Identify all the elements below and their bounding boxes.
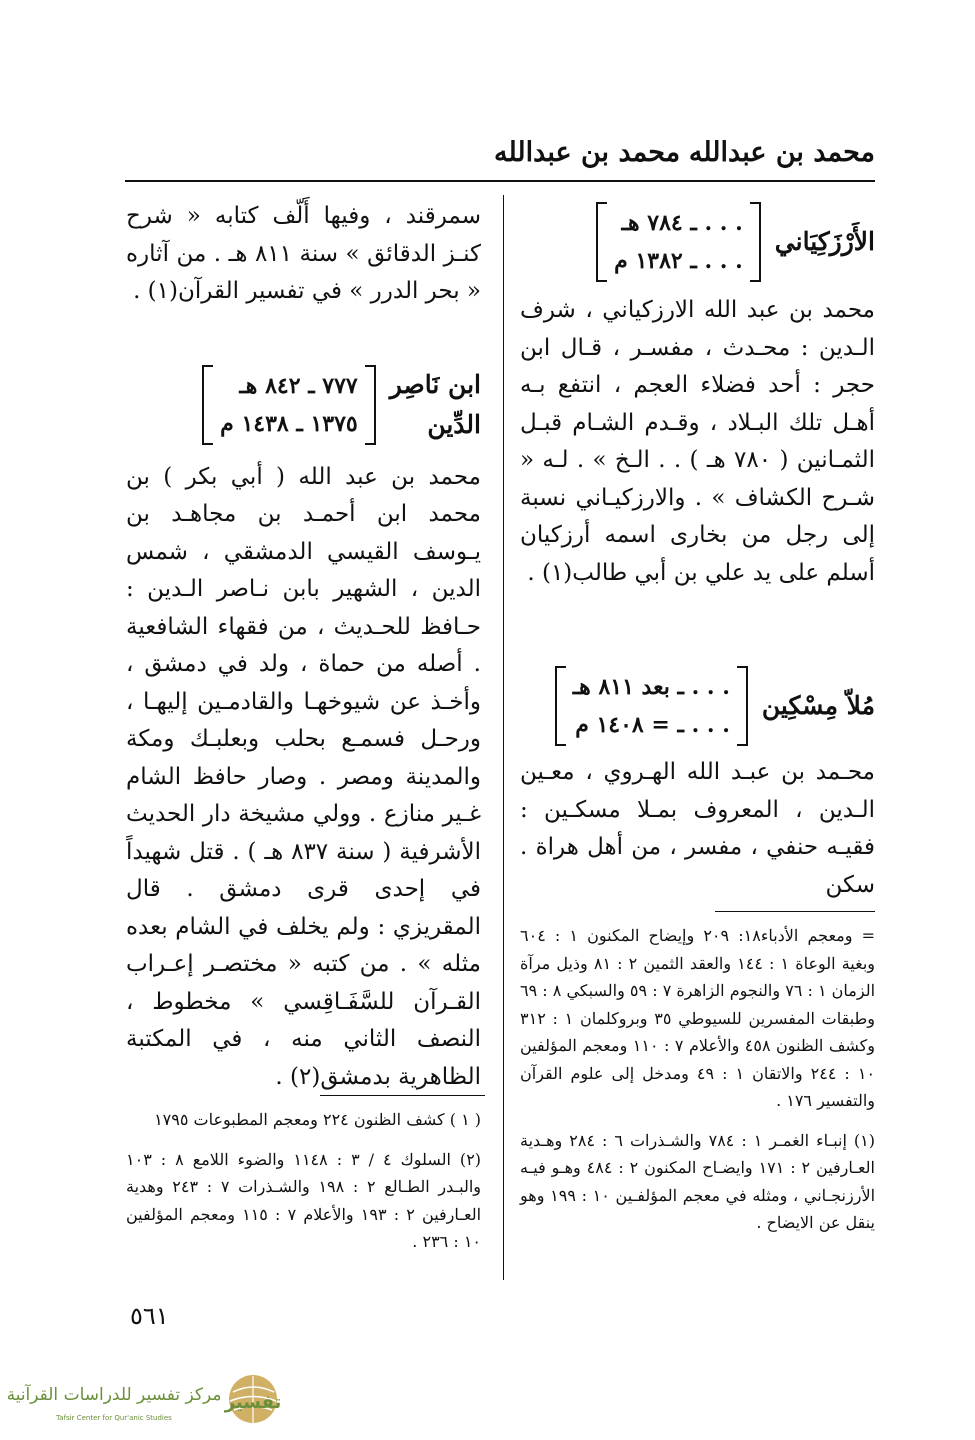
entry-text: محـمد بن عبـد الله الهـروي ، معـين الـدين ، المعروف بمـلا مسكـين : فقيـه حنفي ، مفسر ، من أهل هراة . سكن [520, 759, 875, 898]
entry-dates [555, 666, 748, 746]
entry-text: محمد بن عبد الله ( أبي بكر ) بن محمد ابن أحمـد بن مجاهـد بن يـوسف القيسي الدمشقي ، شمس الدين ، الشهير بابن نـاصر الـدين : حـافظ للحـديث ، من فقهاء الشافعية . أصله من حماة ، ولد في دمشق ، وأخـذ عن شيوخهـا والقادمـين إليهـا ، ورحـل فسمـع بحلب وبعلبـك ومكة والمدينة ومصر . وصار حافظ الشام غـير منازع . وولي مشيخة دار الحديث الأشرفية ( سنة ٨٣٧ هـ ) . قتل شهيداً في إحدى قرى دمشق . قال المقريزي : ولم يخلف في الشام بعده مثله » . من كتبه « مختصـر إعـراب القـرآن للسَّفَـاقِسي » مخطوط ، النصف الثاني منه ، في المكتبة الظاهرية بدمشق(٢) . [126, 463, 481, 1090]
tafsir-center-logo [8, 1370, 293, 1430]
date-gregorian: ١٣٧٥ ـ ١٤٣٨ م [220, 410, 358, 437]
continued-text: سمرقند ، وفيها أَلّف كتابه « شرح كنـز الدقائق » سنة ٨١١ هـ . من آثاره « بحر الدرر » في تفسير القرآن(١) . [126, 203, 481, 304]
left-column [126, 198, 481, 1096]
entry-dates [596, 202, 761, 282]
footnote-rule [715, 911, 875, 912]
running-header-right: محمد بن عبدالله [688, 137, 875, 168]
header-rule [125, 180, 875, 182]
right-column [520, 198, 875, 904]
entry-header-mulla-miskin [520, 664, 875, 748]
footnote-2: (٢) السلوك ٤ / ٣ : ١١٤٨ والضوء اللامع ٨ : ١٠٣ والبـدر الطـالع ٢ : ١٩٨ والشـذرات ٧ : ٢٤٣ وهدية العـارفين ٢ : ١٩٣ والأعلام ٧ : ١١٥ ومعجم المؤلفين ١٠ : ٢٣٦ . [126, 1149, 482, 1251]
column-divider [503, 195, 504, 1280]
date-gregorian: . . . ـ ١٣٨٢ م [614, 248, 743, 274]
entry-header-arzakiyani [520, 198, 875, 286]
logo-word: تفسير [224, 1392, 282, 1413]
entry-name-line2: الدِّين [427, 409, 481, 439]
entry-name: مُلاّ مِسْكِين [761, 691, 875, 720]
entry-name: الأَرْزَكِيَاني [774, 227, 875, 256]
footnote-1: (١) إنبـاء الغمـر ١ : ٧٨٤ والشـذرات ٦ : ٢٨٤ وهـدية العـارفين ٢ : ١٧١ وايضـاح المكنون ٢ : ٤٨٤ وهـو فيـه الأرزنجـاني ، ومثله في معجم المؤلفـين ١٠ : ١٩٩ وهو ينقل عن الايضاح . [520, 1130, 876, 1232]
entry-text: محمد بن عبد الله الارزكياني ، شرف الـدين : محـدث ، مفسـر ، قـال ابن حجر : أحد فضلاء العجم ، انتفع بـه أهـل تلك البـلاد ، وقـدم الشـام قبـل الثمـانين ( ٧٨٠ هـ ) . . الـخ » . لـه « شـرح الكشاف » . والارزكيـاني نسبة إلى رجل من بخارى اسمه أرزكيان أسلم على يد علي بن أبي طالب(١) . [520, 297, 875, 586]
logo-graphic [8, 1370, 293, 1430]
footnote-rule [320, 1095, 485, 1096]
footnote-continuation: = ومعجم الأدباء١٨: ٢٠٩ وإيضاح المكنون ١ : ٦٠٤ وبغية الوعاة ١ : ١٤٤ والعقد الثمين ٢ : ٨١ وذيل مرآة الزمان ١ : ٧٦ والنجوم الزاهرة ٧ : ٥٩ والسبكي ٨ : ٦٩ وطبقات المفسرين للسيوطي ٣٥ وبروكلمان ١ : ٣١٢ وكشف الظنون ٤٥٨ والأعلام ٧ : ١١٠ ومعجم المؤلفين ١٠ : ٢٤٤ والاتقان ١ : ٤٩ ومدخل إلى علوم القرآن والتفسير ١٧٦ . [520, 926, 876, 1110]
logo-arabic-name: مركز تفسير للدراسات القرآنية [8, 1385, 222, 1405]
date-hijri: . . . ـ بعد ٨١١ هـ [572, 674, 730, 700]
date-gregorian: . . . ـ = ١٤٠٨ م [575, 712, 730, 738]
entry-name [390, 365, 481, 445]
date-hijri: . . . ـ ٧٨٤ هـ [621, 210, 743, 236]
entry-dates [202, 365, 376, 445]
date-hijri: ٧٧٧ ـ ٨٤٢ هـ [239, 372, 358, 399]
entry-header-ibn-nasir-al-din [126, 359, 481, 451]
entry-name-line1: ابن نَاصِر [389, 369, 481, 399]
footnote-1: ( ١ ) كشف الظنون ٢٢٤ ومعجم المطبوعات ١٧٩٥ [154, 1110, 481, 1129]
logo-english-name: Tafsir Center for Qur'anic Studies [56, 1414, 172, 1422]
running-header-left: محمد بن عبدالله [494, 137, 681, 168]
page-number: ٥٦١ [130, 1302, 169, 1330]
right-footnotes [520, 922, 875, 1237]
left-footnotes [126, 1106, 481, 1256]
